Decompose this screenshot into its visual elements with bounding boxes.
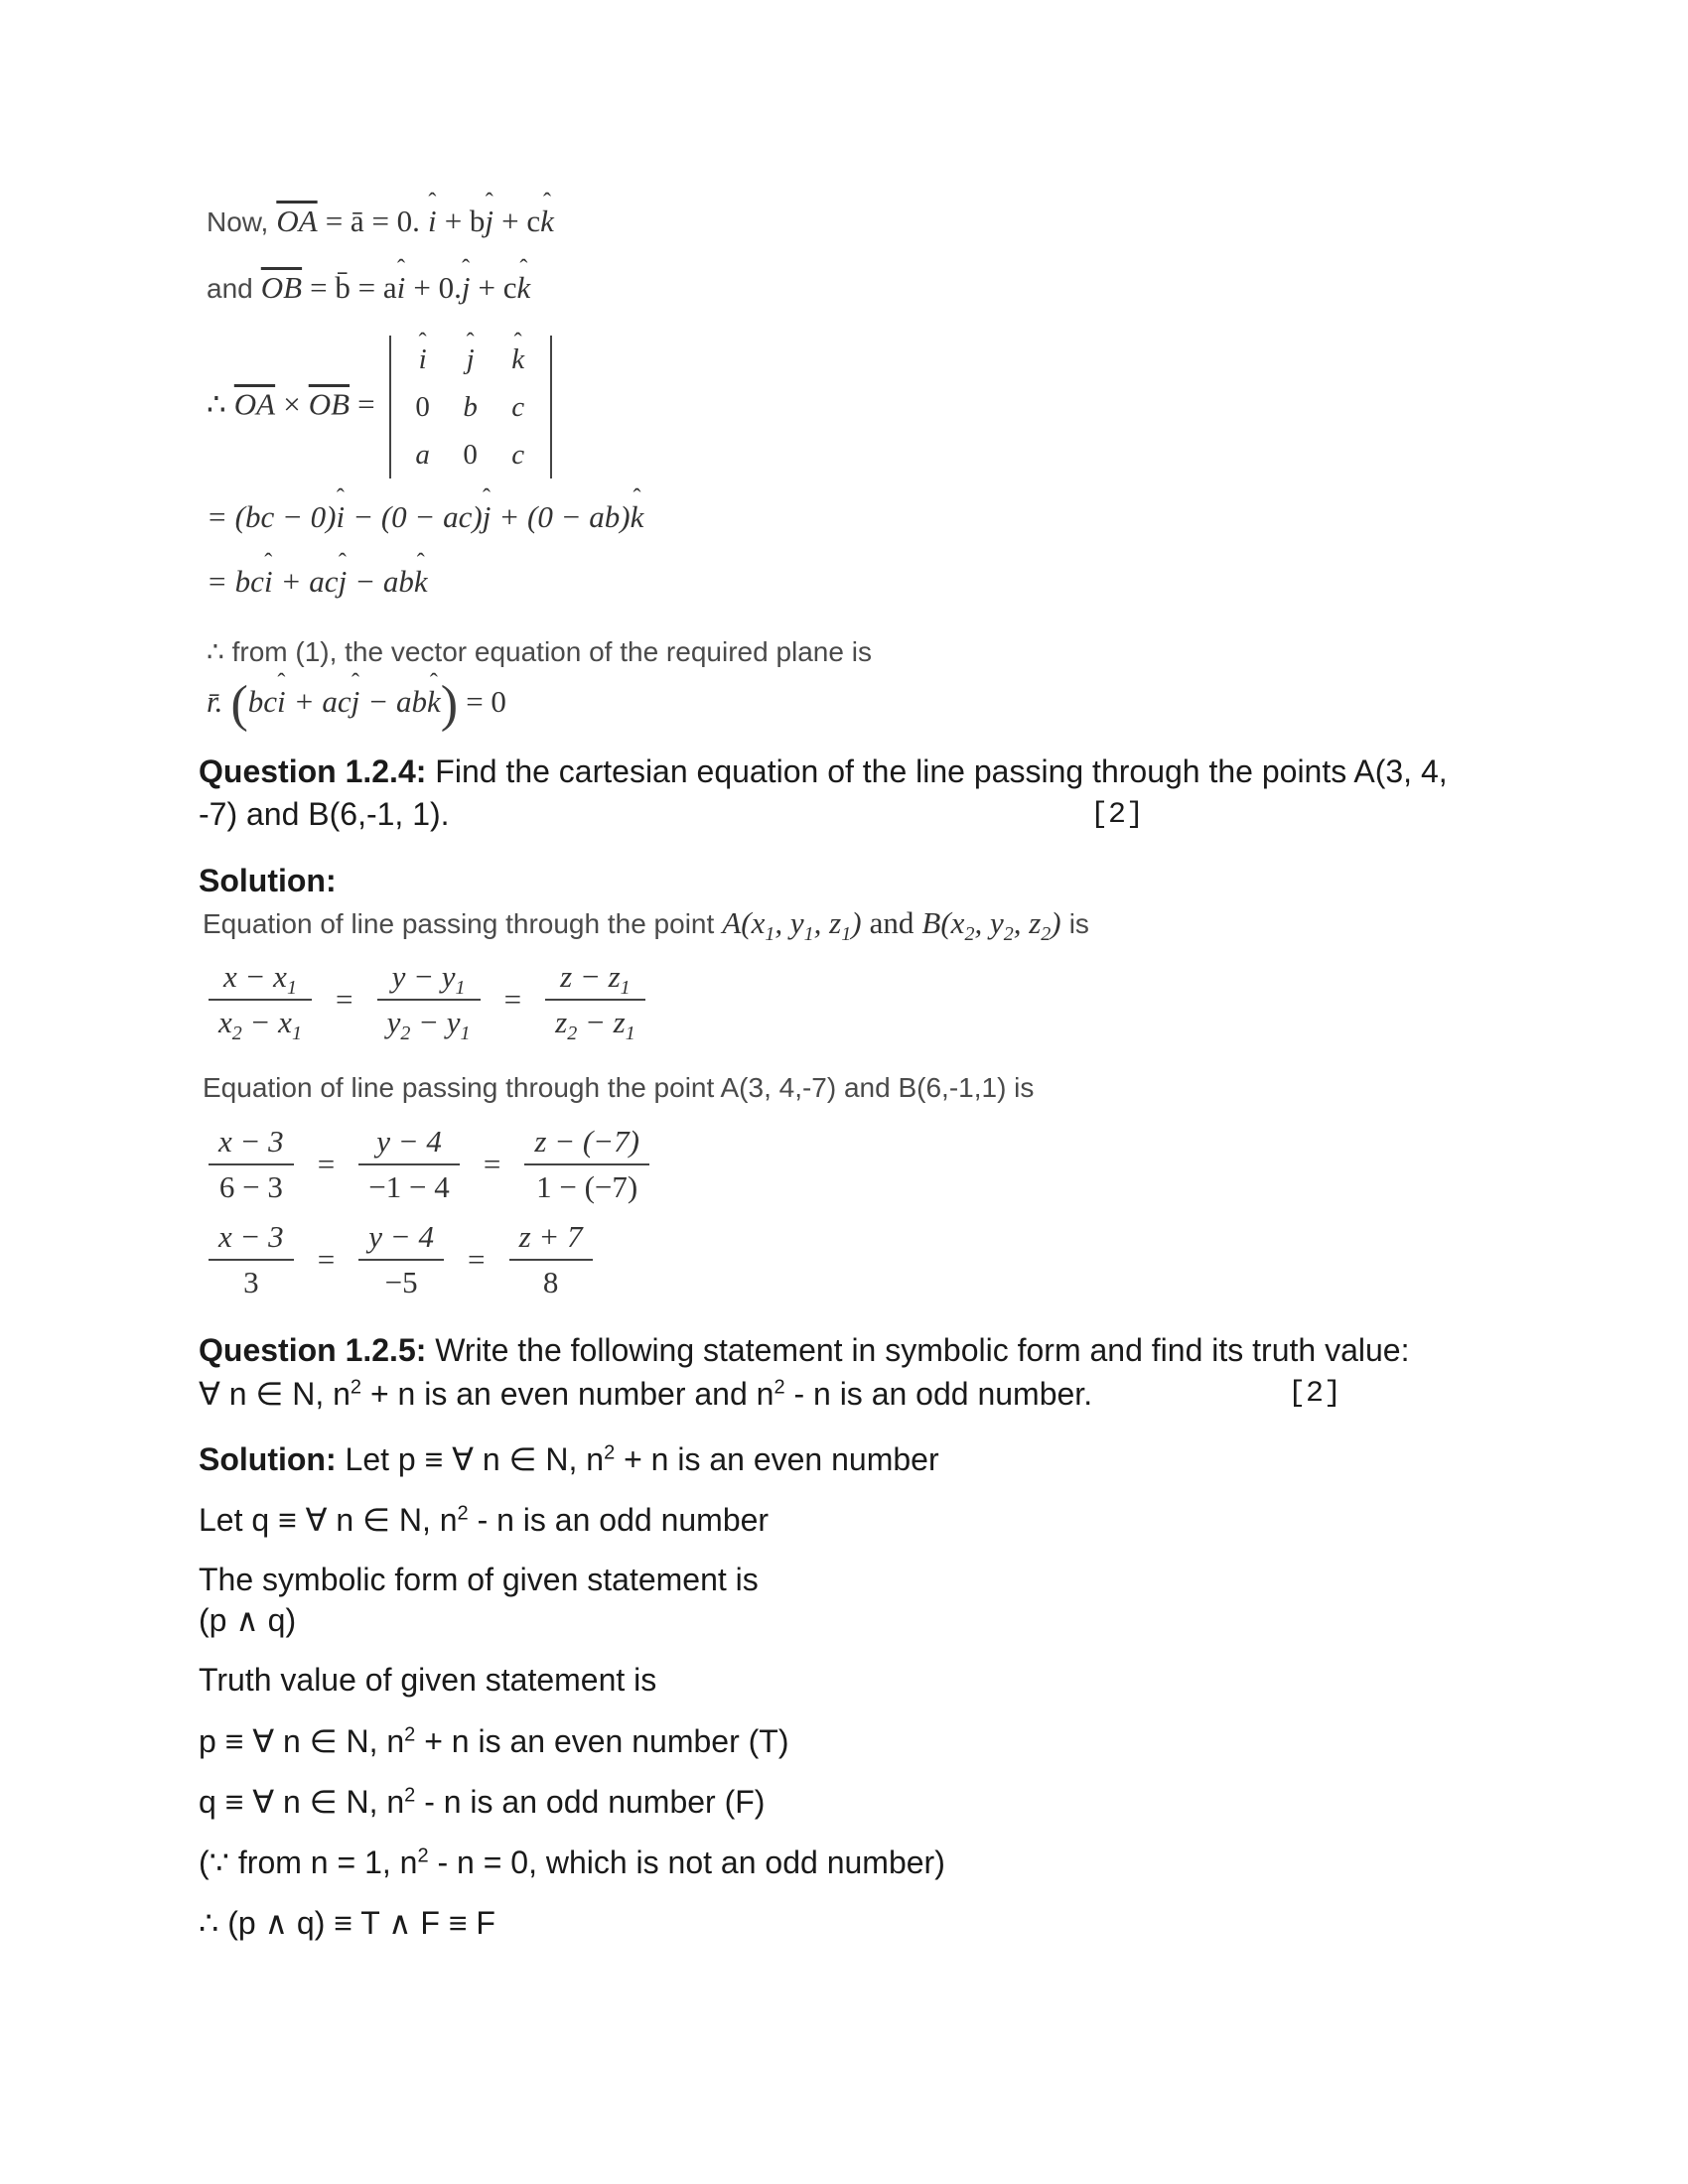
- question-1-2-4-line2: -7) and B(6,-1, 1).: [199, 796, 450, 832]
- ob-equation: and $\overline{OB}$ = b̄ = ai ˆ + 0.j ˆ + ck ˆ: [207, 270, 530, 306]
- general-line-formula: $\frac{x - x_1}{x_2 - x_1}$ = $\frac{y - y_1}{y_2 - y_1}$ = $\frac{z - z_1}{z_2 - z_1}$: [203, 959, 651, 1040]
- symbolic-intro: The symbolic form of given statement is: [199, 1562, 759, 1597]
- let-p-line: Solution: Let p ≡ ∀ n ∈ N, $n^2 + n$ is an even number: [199, 1441, 939, 1477]
- question-1-2-4-solution-label: Solution:: [199, 863, 337, 898]
- specific-line-step1: $\frac{x - 3}{6 - 3}$ = $\frac{y - 4}{-1 - 4}$ = $\frac{z - (-7)}{1 - (-7)}$: [203, 1124, 655, 1205]
- conclusion-line: ∴ (p ∧ q) ≡ T ∧ F ≡ F: [199, 1905, 495, 1941]
- p-truth-value: p ≡ ∀ n ∈ N, $n^2 + n$ is an even number (T): [199, 1723, 789, 1759]
- question-1-2-5-line2: ∀ n ∈ N, $n^2 + n$ is an even number and $n^2$ - n is an odd number.: [199, 1376, 1093, 1412]
- general-line-text: Equation of line passing through the point $A(x_1$, $y_1$, $z_1$) and $B(x_2$, $y_2$, $z_2$) is: [203, 905, 1089, 946]
- reason-line: (∵ from n = 1, $n^2 - n = 0$, which is not an odd number): [199, 1844, 945, 1880]
- q-truth-value: q ≡ ∀ n ∈ N, $n^2$ - n is an odd number (F): [199, 1784, 766, 1820]
- truth-intro: Truth value of given statement is: [199, 1662, 657, 1698]
- simplified-line: = bci ˆ + acj ˆ − abk ˆ: [207, 564, 428, 600]
- question-1-2-4-marks: [2]: [1090, 798, 1145, 832]
- specific-line-text: Equation of line passing through the point A(3, 4,-7) and B(6,-1,1) is: [203, 1072, 1035, 1103]
- question-1-2-5-line1: Question 1.2.5: Write the following statement in symbolic form and find its truth value:: [199, 1332, 1410, 1368]
- expansion-line: = (bc − 0)i ˆ − (0 − ac)j ˆ + (0 − ab)k ˆ: [207, 499, 643, 535]
- let-q-line: Let q ≡ ∀ n ∈ N, $n^2$ - n is an odd number: [199, 1502, 770, 1538]
- specific-line-step2: $\frac{x - 3}{3}$ = $\frac{y - 4}{-5}$ = $\frac{z + 7}{8}$: [203, 1219, 599, 1300]
- question-1-2-4-line1: Question 1.2.4: Find the cartesian equation of the line passing through the points A(3, 4,: [199, 753, 1448, 789]
- symbolic-form: (p ∧ q): [199, 1602, 297, 1638]
- plane-equation: r̄. (bci ˆ + acj ˆ − abk ˆ) = 0: [207, 675, 506, 734]
- oa-equation: Now, $\overline{OA}$ = ā = 0. i ˆ + bj ˆ + ck ˆ: [207, 204, 554, 239]
- from-one-text: ∴ from (1), the vector equation of the required plane is: [207, 636, 872, 667]
- determinant-matrix: i ˆ j ˆ k ˆ 0 b c a 0 c: [389, 336, 552, 478]
- cross-product-determinant: ∴ $\overline{OA} \times \overline{OB}$ = i ˆ j ˆ k ˆ 0 b c a 0 c: [207, 336, 552, 478]
- question-1-2-5-marks: [2]: [1288, 1377, 1342, 1411]
